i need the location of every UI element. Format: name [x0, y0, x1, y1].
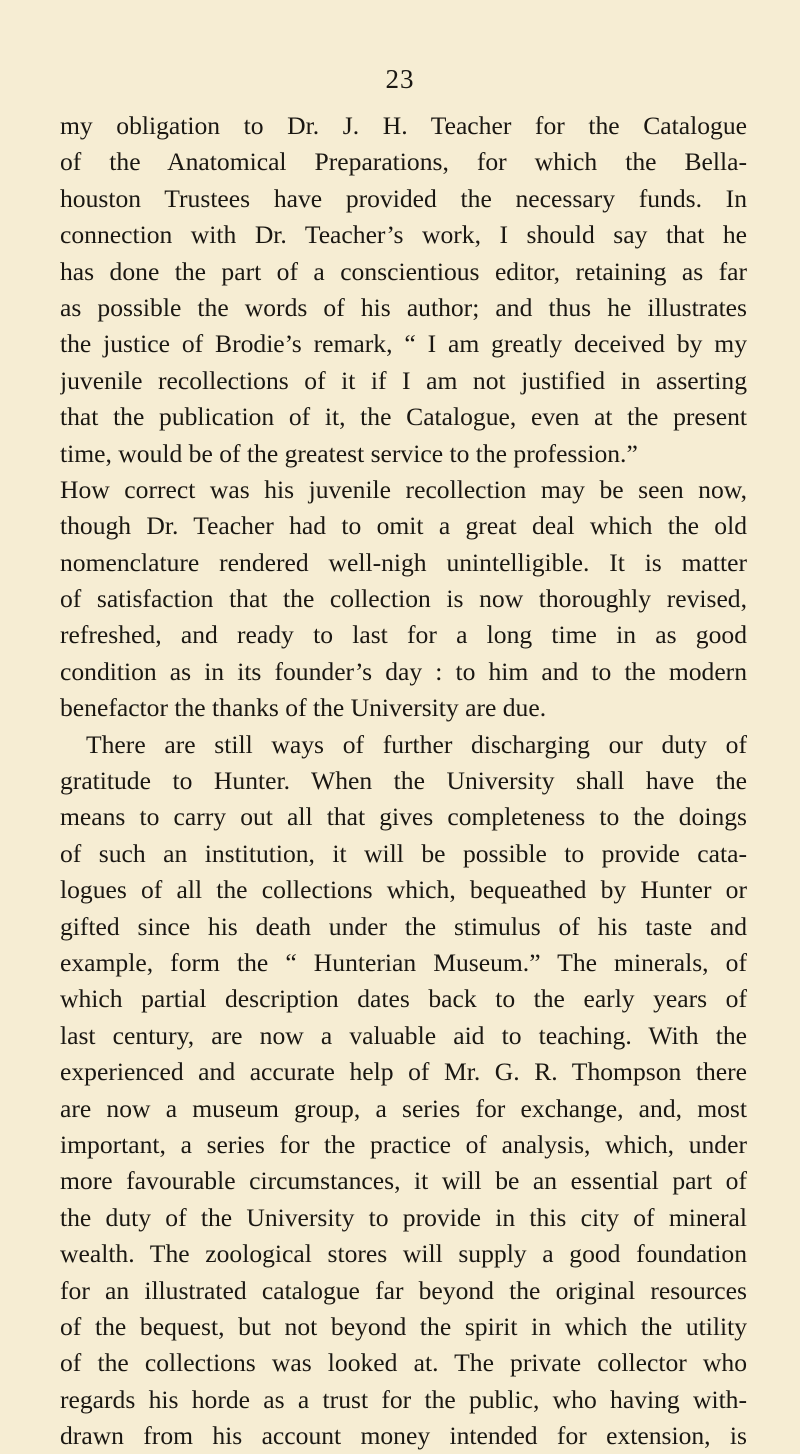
text-line: the duty of the University to provide in this city of mineral — [60, 1202, 747, 1232]
text-line: refreshed, and ready to last for a long time in as good — [60, 620, 747, 650]
text-line: drawn from his account money intended for extension, is — [60, 1421, 747, 1451]
text-line: houston Trustees have provided the necessary funds. In — [60, 183, 747, 213]
page-number: 23 — [385, 64, 415, 94]
text-line: juvenile recollections of it if I am not justified in asserting — [60, 365, 747, 395]
text-line: though Dr. Teacher had to omit a great deal which the old — [60, 511, 747, 541]
text-line: example, form the “ Hunterian Museum.” The minerals, of — [60, 947, 747, 977]
text-line: gifted since his death under the stimulus of his taste and — [60, 911, 747, 941]
text-line: benefactor the thanks of the University are due. — [60, 693, 547, 723]
text-line: logues of all the collections which, bequeathed by Hunter or — [60, 875, 747, 905]
text-line: my obligation to Dr. J. H. Teacher for the Catalogue — [60, 111, 747, 140]
text-line: nomenclature rendered well-nigh unintelligible. It is matter — [60, 547, 747, 577]
text-line: connection with Dr. Teacher’s work, I should say that he — [60, 220, 747, 250]
text-line: the justice of Brodie’s remark, “ I am greatly deceived by my — [60, 329, 747, 359]
text-line: which partial description dates back to the early years of — [60, 984, 747, 1014]
text-line: condition as in its founder’s day : to him and to the modern — [60, 656, 747, 686]
text-line: more favourable circumstances, it will be an essential part of — [60, 1166, 747, 1196]
text-line: time, would be of the greatest service to the profession.” — [60, 438, 638, 468]
body-text — [60, 108, 747, 1454]
text-line: important, a series for the practice of analysis, which, under — [60, 1129, 747, 1159]
text-line: are now a museum group, a series for exchange, and, most — [60, 1093, 747, 1123]
text-line: that the publication of it, the Catalogue, even at the present — [60, 402, 747, 432]
text-line: of the Anatomical Preparations, for which the Bella- — [60, 147, 747, 177]
text-line: wealth. The zoological stores will supply a good foundation — [60, 1239, 747, 1269]
text-line: as possible the words of his author; and thus he illustrates — [60, 292, 747, 322]
text-line: has done the part of a conscientious editor, retaining as far — [60, 256, 747, 286]
text-line: of such an institution, it will be possible to provide cata- — [60, 838, 747, 868]
text-line: of satisfaction that the collection is now thoroughly revised, — [60, 584, 747, 614]
text-line: for an illustrated catalogue far beyond the original resources — [60, 1275, 747, 1305]
text-line: There are still ways of further discharging our duty of — [86, 729, 747, 759]
text-line: last century, are now a valuable aid to teaching. With the — [60, 1020, 747, 1050]
text-line: How correct was his juvenile recollection may be seen now, — [60, 474, 747, 504]
text-line: of the bequest, but not beyond the spirit in which the utility — [60, 1311, 747, 1341]
text-line: of the collections was looked at. The private collector who — [60, 1348, 747, 1378]
text-line: means to carry out all that gives completeness to the doings — [60, 802, 747, 832]
text-line: regards his horde as a trust for the public, who having with- — [60, 1384, 747, 1414]
text-line: gratitude to Hunter. When the University shall have the — [60, 766, 747, 796]
text-line: experienced and accurate help of Mr. G. R. Thompson there — [60, 1057, 747, 1087]
